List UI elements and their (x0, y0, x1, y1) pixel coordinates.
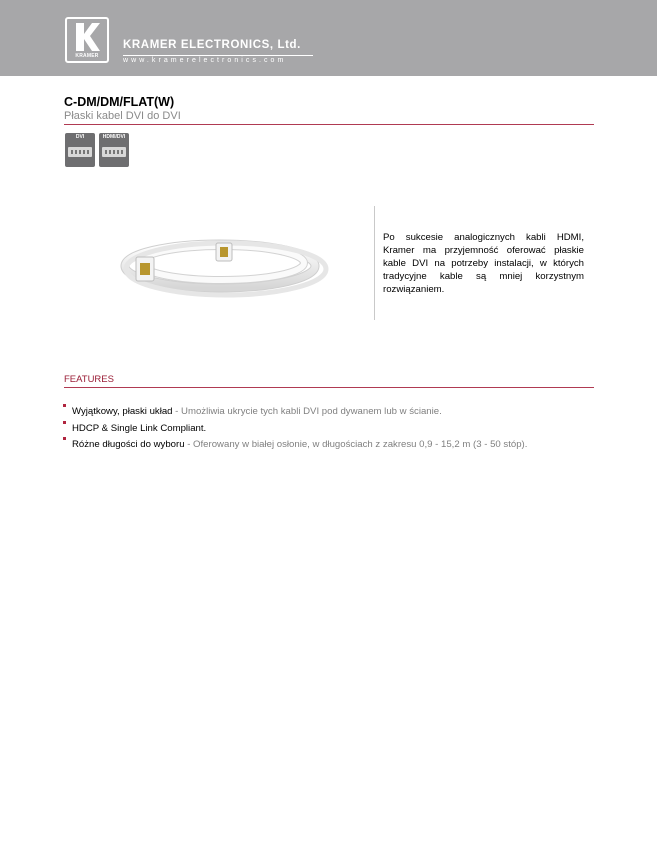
bullet-icon (63, 421, 66, 424)
website-link[interactable]: www.kramerelectronics.com (123, 57, 287, 64)
bullet-icon (63, 404, 66, 407)
product-subtitle: Płaski kabel DVI do DVI (64, 110, 181, 122)
description-divider (374, 206, 375, 320)
title-divider (64, 124, 594, 125)
brand-name: KRAMER ELECTRONICS, Ltd. (123, 39, 301, 51)
feature-detail: - Oferowany w białej osłonie, w długościach z zakresu 0,9 - 15,2 m (3 - 50 stóp). (184, 439, 528, 450)
product-model: C-DM/DM/FLAT(W) (64, 95, 175, 109)
brand-divider (123, 55, 313, 56)
feature-lead: Różne długości do wyboru (72, 439, 185, 450)
feature-item (72, 422, 206, 435)
feature-lead: Wyjątkowy, płaski układ (72, 406, 173, 417)
kramer-logo (65, 17, 109, 63)
badge-label: DVI (75, 134, 85, 140)
features-heading: FEATURES (64, 374, 114, 385)
flat-white-dvi-cable-image (96, 203, 338, 318)
badge-label: HDMI/DVI (102, 134, 126, 140)
dvi-port-icon (102, 147, 126, 157)
logo-text: KRAMER (75, 53, 99, 59)
features-divider (64, 387, 594, 388)
bullet-icon (63, 437, 66, 440)
feature-item (72, 438, 527, 451)
dvi-port-icon (68, 147, 92, 157)
product-description: Po sukcesie analogicznych kabli HDMI, Kramer ma przyjemność oferować płaskie kable DVI na potrzeby instalacji, w których tradycyjne kable są mniej korzystnym rozwiązaniem. (383, 232, 584, 295)
feature-item (72, 405, 442, 418)
page-header (0, 0, 657, 76)
hdmi-dvi-connector-badge (99, 133, 129, 167)
kramer-k-icon (73, 22, 101, 52)
dvi-connector-badge (65, 133, 95, 167)
feature-detail: - Umożliwia ukrycie tych kabli DVI pod dywanem lub w ścianie. (172, 406, 442, 417)
feature-lead: HDCP & Single Link Compliant. (72, 423, 207, 434)
